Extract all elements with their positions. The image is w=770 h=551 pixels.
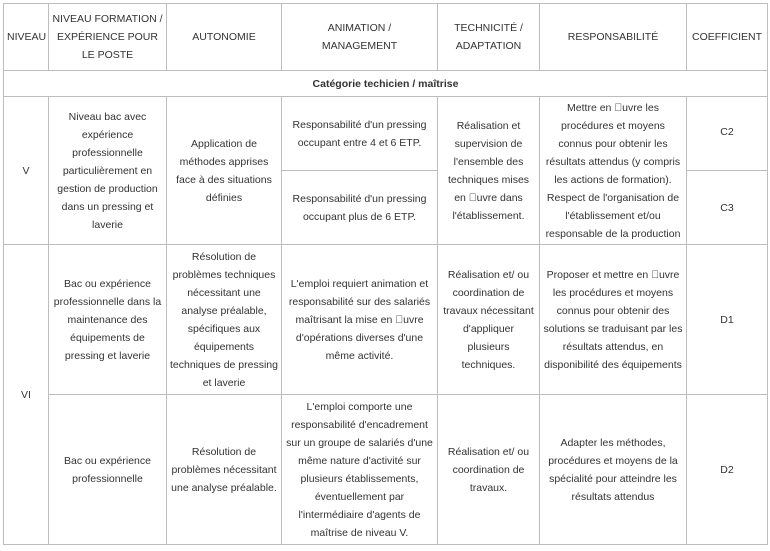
category-row — [4, 71, 768, 97]
technicite-v: Réalisation et supervision de l'ensemble des techniques mises en  uvre dans l'établissement. — [438, 97, 540, 245]
table-row — [4, 395, 768, 545]
table-row — [4, 245, 768, 395]
autonomie-d1: Résolution de problèmes techniques nécessitant une analyse préalable, spécifiques aux équipements techniques de pressing et laverie — [167, 245, 282, 395]
header-technicite: TECHNICITÉ / ADAPTATION — [438, 4, 540, 71]
header-formation: NIVEAU FORMATION / EXPÉRIENCE POUR LE POSTE — [49, 4, 167, 71]
header-animation: ANIMATION / MANAGEMENT — [282, 4, 438, 71]
coef-d1: D1 — [687, 245, 768, 395]
animation-d2: L'emploi comporte une responsabilité d'encadrement sur un groupe de salariés d'une même nature d'activité sur plusieurs établissements, éventuellement par l'intermédiaire d'agents de maîtrise de niveau V. — [282, 395, 438, 545]
coef-c2: C2 — [687, 97, 768, 171]
formation-d1: Bac ou expérience professionnelle dans la maintenance des équipements de pressing et laverie — [49, 245, 167, 395]
header-row — [4, 4, 768, 71]
coef-d2: D2 — [687, 395, 768, 545]
header-autonomie: AUTONOMIE — [167, 4, 282, 71]
responsabilite-d2: Adapter les méthodes, procédures et moyens de la spécialité pour atteindre les résultats attendus — [540, 395, 687, 545]
table-row — [4, 97, 768, 171]
category-label: Catégorie techicien / maîtrise — [4, 71, 768, 97]
autonomie-d2: Résolution de problèmes nécessitant une analyse préalable. — [167, 395, 282, 545]
formation-d2: Bac ou expérience professionnelle — [49, 395, 167, 545]
autonomie-v: Application de méthodes apprises face à des situations définies — [167, 97, 282, 245]
technicite-d2: Réalisation et/ ou coordination de travaux. — [438, 395, 540, 545]
header-responsabilite: RESPONSABILITÉ — [540, 4, 687, 71]
header-coefficient: COEFFICIENT — [687, 4, 768, 71]
classification-table — [3, 3, 768, 545]
formation-v: Niveau bac avec expérience professionnelle particulièrement en gestion de production dans un pressing et laverie — [49, 97, 167, 245]
responsabilite-d1: Proposer et mettre en  uvre les procédures et moyens connus pour obtenir des solutions se traduisant par les résultats attendus, en disponibilité des équipements — [540, 245, 687, 395]
niveau-vi: VI — [4, 245, 49, 545]
coef-c3: C3 — [687, 171, 768, 245]
header-niveau: NIVEAU — [4, 4, 49, 71]
animation-d1: L'emploi requiert animation et responsabilité sur des salariés maîtrisant la mise en  uvre d'opérations diverses d'une même activité. — [282, 245, 438, 395]
animation-c2: Responsabilité d'un pressing occupant entre 4 et 6 ETP. — [282, 97, 438, 171]
animation-c3: Responsabilité d'un pressing occupant plus de 6 ETP. — [282, 171, 438, 245]
responsabilite-v: Mettre en  uvre les procédures et moyens connus pour obtenir les résultats attendus (y compris les actions de formation). Respect de l'organisation de l'établissement et/ou responsable de la production — [540, 97, 687, 245]
niveau-v: V — [4, 97, 49, 245]
technicite-d1: Réalisation et/ ou coordination de travaux nécessitant d'appliquer plusieurs techniques. — [438, 245, 540, 395]
